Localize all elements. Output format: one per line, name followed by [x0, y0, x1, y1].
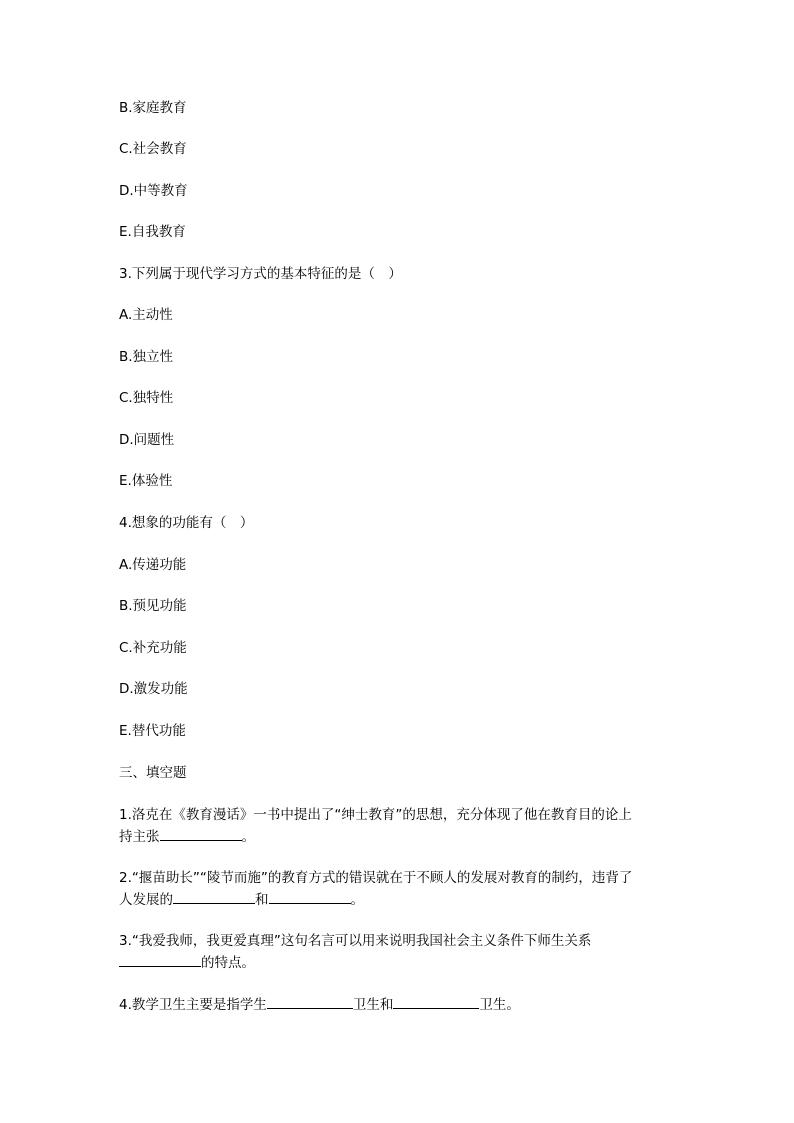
fill-1-prefix: 持主张 — [119, 829, 160, 845]
fill-2-line-2 — [119, 889, 364, 910]
q3-option-a: A.主动性 — [119, 307, 173, 323]
fill-4-suffix: 卫生。 — [479, 997, 520, 1013]
fill-4-blank-1[interactable] — [267, 994, 353, 1009]
fill-1-blank[interactable] — [160, 826, 242, 841]
question-3-stem: 3.下列属于现代学习方式的基本特征的是（ ） — [119, 266, 402, 282]
fill-4-line — [119, 994, 520, 1015]
q4-option-d: D.激发功能 — [119, 681, 188, 697]
fill-4-middle: 卫生和 — [352, 997, 394, 1013]
fill-3-suffix: 的特点。 — [201, 955, 255, 971]
fill-2-line-1: 2.“揠苗助长”“陵节而施”的教育方式的错误就在于不顾人的发展对教育的制约，违背了 — [119, 870, 633, 886]
option-d-secondary-education: D.中等教育 — [119, 183, 188, 199]
q4-option-e: E.替代功能 — [119, 723, 186, 739]
q4-option-a: A.传递功能 — [119, 557, 187, 573]
fill-2-blank-2[interactable] — [269, 889, 351, 904]
fill-4-prefix: 4.教学卫生主要是指学生 — [119, 997, 267, 1013]
fill-4-blank-2[interactable] — [393, 994, 479, 1009]
fill-2-blank-1[interactable] — [173, 889, 255, 904]
fill-2-prefix: 人发展的 — [119, 892, 173, 908]
q3-option-b: B.独立性 — [119, 349, 174, 365]
q4-option-c: C.补充功能 — [119, 640, 187, 656]
fill-3-blank[interactable] — [119, 952, 201, 967]
fill-1-line-2 — [119, 826, 255, 847]
fill-2-suffix: 。 — [350, 892, 364, 908]
q3-option-d: D.问题性 — [119, 432, 175, 448]
fill-1-line-1: 1.洛克在《教育漫话》一书中提出了“绅士教育”的思想，充分体现了他在教育目的论上 — [119, 807, 632, 823]
q3-option-e: E.体验性 — [119, 473, 173, 489]
question-4-stem: 4.想象的功能有（ ） — [119, 515, 254, 531]
option-b-family-education: B.家庭教育 — [119, 100, 187, 116]
q4-option-b: B.预见功能 — [119, 598, 187, 614]
fill-3-line-2 — [119, 952, 255, 973]
option-e-self-education: E.自我教育 — [119, 224, 186, 240]
q3-option-c: C.独特性 — [119, 390, 174, 406]
option-c-social-education: C.社会教育 — [119, 141, 187, 157]
fill-3-line-1: 3.“我爱我师，我更爱真理”这句名言可以用来说明我国社会主义条件下师生关系 — [119, 933, 592, 949]
section-heading-fill-in: 三、填空题 — [119, 765, 187, 781]
fill-1-suffix: 。 — [241, 829, 255, 845]
fill-2-middle: 和 — [255, 892, 269, 908]
